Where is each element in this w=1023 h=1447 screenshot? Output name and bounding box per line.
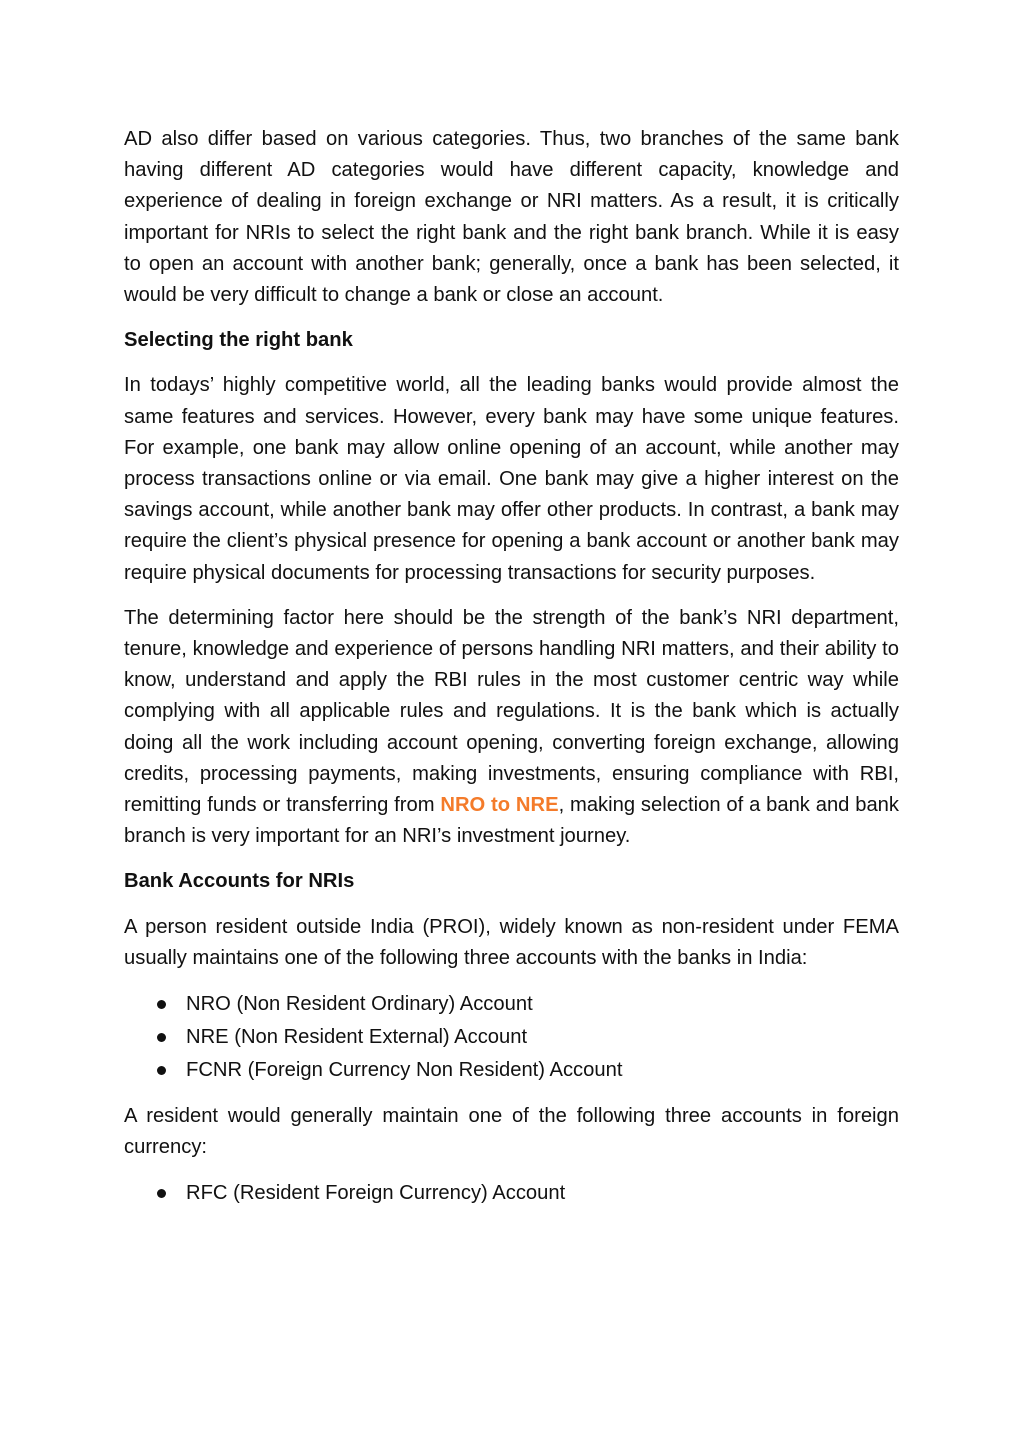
determining-text-before: The determining factor here should be the strength of the bank’s NRI department, tenure, knowledge and experience of persons handling NRI matters, and their ability to know, understand and apply the RBI rules in the most customer centric way while complying with all applicable rules and regulations. It is the bank which is actually doing all the work including account opening, converting foreign exchange, allowing credits, processing payments, making investments, ensuring compliance with RBI, remitting funds or transferring from [124,606,899,817]
resident-paragraph: A resident would generally maintain one of the following three accounts in foreign currency: [124,1105,899,1159]
determining-text-after: , making selection of a bank and bank branch is very important for an NRI’s investment journey. [124,794,900,848]
list-item: NRE (Non Resident External) Account [124,1021,899,1054]
bullet-icon [157,1066,166,1075]
bullet-icon [157,1000,166,1009]
intro-paragraph: AD also differ based on various categories. Thus, two branches of the same bank having different AD categories would have different capacity, knowledge and experience of dealing in foreign exchange or NRI matters. As a result, it is critically important for NRIs to select the right bank and the right bank branch. While it is easy to open an account with another bank; generally, once a bank has been selected, it would be very difficult to change a bank or close an account. [124,128,899,307]
bullet-icon [157,1033,166,1042]
list-item: NRO (Non Resident Ordinary) Account [124,988,899,1021]
resident-accounts-list [124,1177,899,1210]
nri-accounts-list [124,988,899,1087]
bullet-icon [157,1189,166,1198]
list-item: RFC (Resident Foreign Currency) Account [124,1177,899,1210]
nro-to-nre-link[interactable]: NRO to NRE [440,794,559,817]
section-heading-accounts: Bank Accounts for NRIs [124,870,355,893]
accounts-paragraph: A person resident outside India (PROI), widely known as non-resident under FEMA usually maintains one of the following three accounts with the banks in India: [124,915,899,969]
list-item: FCNR (Foreign Currency Non Resident) Account [124,1054,899,1087]
determining-paragraph [124,603,899,853]
document-page [124,124,899,1224]
section-heading-selecting: Selecting the right bank [124,329,353,352]
selecting-paragraph: In todays’ highly competitive world, all the leading banks would provide almost the same features and services. However, every bank may have some unique features. For example, one bank may allow online opening of an account, while another may process transactions online or via email. One bank may give a higher interest on the savings account, while another bank may offer other products. In contrast, a bank may require the client’s physical presence for opening a bank account or another bank may require physical documents for processing transactions for security purposes. [124,374,899,584]
